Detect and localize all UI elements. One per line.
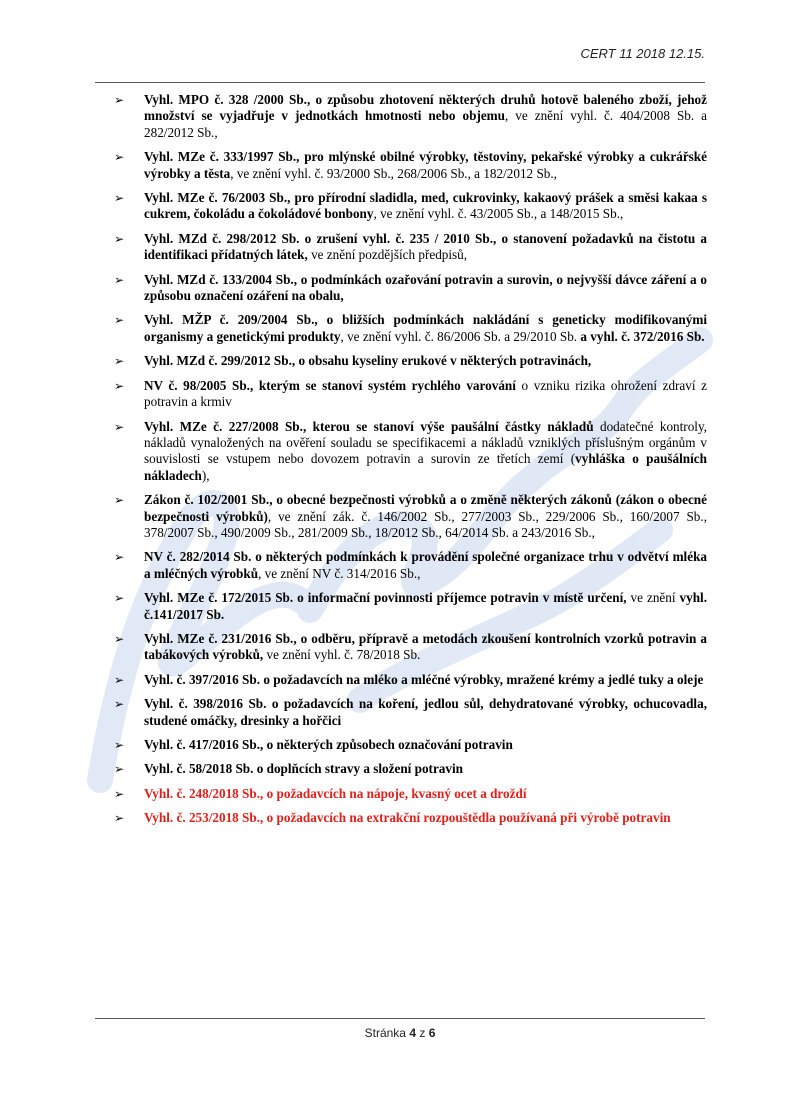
legislation-item xyxy=(110,672,707,688)
item-bold-text: Zákon č. 102/2001 Sb., o obecné bezpečnosti výrobků a o změně některých zákonů (zákon o obecné bezpečnosti výrobků) xyxy=(144,492,707,524)
item-bold-text: Vyhl. MZd č. 298/2012 Sb. o zrušení vyhl. č. 235 / 2010 Sb., o stanovení požadavků na čistotu a identifikaci přídatných látek, xyxy=(144,230,707,263)
item-bold-text: Vyhl. MŽP č. 209/2004 Sb., o bližších podmínkách nakládání s geneticky modifikovanými organismy a genetickými produkty xyxy=(144,312,707,344)
item-text: , ve znění vyhl. č. 43/2005 Sb., a 148/2015 Sb., xyxy=(373,206,624,222)
legislation-item xyxy=(110,590,707,623)
item-bold-text: NV č. 282/2014 Sb. o některých podmínkách k provádění společné organizace trhu v odvětví mléka a mléčných výrobků xyxy=(144,549,707,581)
item-bold-text: Vyhl. MZe č. 172/2015 Sb. o informační povinnosti příjemce potravin v místě určení, xyxy=(144,590,627,606)
page-label: Stránka xyxy=(364,1026,406,1040)
legislation-item xyxy=(110,492,707,541)
item-bold-text: Vyhl. MZe č. 333/1997 Sb., pro mlýnské obilné výrobky, těstoviny, pekařské výrobky a cukrářské výrobky a těsta xyxy=(144,149,707,181)
arrow-bullet-icon: ➢ xyxy=(114,191,125,206)
arrow-bullet-icon: ➢ xyxy=(114,150,125,165)
legislation-item xyxy=(110,312,707,345)
legislation-item xyxy=(110,231,707,264)
legislation-list xyxy=(110,92,707,835)
legislation-item xyxy=(110,786,707,802)
arrow-bullet-icon: ➢ xyxy=(114,93,125,107)
item-bold-text: Vyhl. č. 253/2018 Sb., o požadavcích na extrakční rozpouštědla používaná při výrobě potravin xyxy=(144,810,671,826)
item-bold-text: NV č. 98/2005 Sb., kterým se stanoví systém rychlého varování xyxy=(144,377,516,393)
legislation-item xyxy=(110,549,707,582)
item-text: , ve znění vyhl. č. 86/2006 Sb. a 29/2010 Sb. xyxy=(340,328,578,344)
page-of-label: z xyxy=(419,1026,426,1040)
arrow-bullet-icon: ➢ xyxy=(114,419,125,434)
arrow-bullet-icon: ➢ xyxy=(114,313,125,328)
item-text: , ve znění vyhl. č. 93/2000 Sb., 268/2006 Sb., a 182/2012 Sb., xyxy=(230,165,557,181)
arrow-bullet-icon: ➢ xyxy=(114,493,125,508)
arrow-bullet-icon: ➢ xyxy=(114,378,125,393)
item-text: , ve znění NV č. 314/2016 Sb., xyxy=(258,565,421,581)
legislation-item xyxy=(110,92,707,141)
legislation-item xyxy=(110,272,707,305)
legislation-item xyxy=(110,419,707,485)
page-number: 4 xyxy=(409,1026,416,1040)
item-bold-text: Vyhl. MZd č. 133/2004 Sb., o podmínkách ozařování potravin a surovin, o nejvyšší dávce záření a o způsobu označení ozáření na obalu, xyxy=(144,271,707,304)
item-bold-text: vyhl. č.141/2017 Sb. xyxy=(144,590,707,622)
item-bold-text: Vyhl. č. 248/2018 Sb., o požadavcích na nápoje, kvasný ocet a droždí xyxy=(144,785,527,801)
arrow-bullet-icon: ➢ xyxy=(114,550,125,565)
arrow-bullet-icon: ➢ xyxy=(114,762,125,777)
legislation-item xyxy=(110,761,707,777)
item-bold-text: Vyhl. MZe č. 76/2003 Sb., pro přírodní sladidla, med, cukrovinky, kakaový prášek a směsi kakaa s cukrem, čokoládu a čokoládové bonbony xyxy=(144,190,707,222)
item-text: ve znění pozdějších předpisů, xyxy=(307,247,468,263)
item-bold-text: Vyhl. č. 58/2018 Sb. o doplňcích stravy a složení potravin xyxy=(144,761,463,777)
arrow-bullet-icon: ➢ xyxy=(114,231,125,246)
item-bold-text: Vyhl. MPO č. 328 /2000 Sb., o způsobu zhotovení některých druhů hotově baleného zboží, jehož množství se vyjadřuje v jednotkách hmotnosti nebo objemu xyxy=(144,92,707,124)
arrow-bullet-icon: ➢ xyxy=(114,738,125,752)
item-bold-text: Vyhl. MZe č. 227/2008 Sb., kterou se stanoví výše paušální částky nákladů xyxy=(144,418,594,434)
item-bold-text: a vyhl. č. 372/2016 Sb. xyxy=(577,328,705,344)
arrow-bullet-icon: ➢ xyxy=(114,786,125,801)
item-bold-text: Vyhl. č. 398/2016 Sb. o požadavcích na koření, jedlou sůl, dehydratované výrobky, ochucovadla, studené omáčky, dresinky a hořčici xyxy=(144,696,707,728)
arrow-bullet-icon: ➢ xyxy=(114,697,125,712)
item-text: ), xyxy=(201,467,210,483)
document-reference: CERT 11 2018 12.15. xyxy=(580,46,705,61)
item-bold-text: Vyhl. č. 417/2016 Sb., o některých způsobech označování potravin xyxy=(144,737,513,752)
item-bold-text: Vyhl. č. 397/2016 Sb. o požadavcích na mléko a mléčné výrobky, mražené krémy a jedlé tuky a oleje xyxy=(144,671,704,687)
item-bold-text: Vyhl. MZd č. 299/2012 Sb., o obsahu kyseliny erukové v některých potravinách, xyxy=(144,353,592,369)
item-bold-text: vyhláška o paušálních nákladech xyxy=(144,451,707,483)
legislation-item xyxy=(110,190,707,223)
item-bold-text: Vyhl. MZe č. 231/2016 Sb., o odběru, přípravě a metodách zkoušení kontrolních vzorků potravin a tabákových výrobků, xyxy=(144,630,707,663)
legislation-item xyxy=(110,696,707,729)
page-total: 6 xyxy=(428,1026,436,1040)
header-rule xyxy=(95,82,705,83)
page-footer xyxy=(0,1026,800,1040)
item-text: ve znění vyhl. č. 78/2018 Sb. xyxy=(263,647,421,663)
legislation-item xyxy=(110,737,707,753)
item-text: dodatečné kontroly, nákladů vynaložených na ověření souladu se specifikacemi a nákladů vzniklých příslušným orgánům v souvislosti se vstupem nebo dovozem potravin a surovin ze třetích zemí ( xyxy=(144,418,707,467)
legislation-item xyxy=(110,353,707,369)
arrow-bullet-icon: ➢ xyxy=(114,272,125,287)
footer-rule xyxy=(95,1018,705,1019)
item-text: , ve znění zák. č. 146/2002 Sb., 277/2003 Sb., 229/2006 Sb., 160/2007 Sb., 378/2007 Sb., 490/2009 Sb., 281/2009 Sb., 18/2012 Sb., 64/2014 Sb. a 243/2016 Sb., xyxy=(144,508,707,540)
legislation-item xyxy=(110,631,707,664)
item-text: o vzniku rizika ohrožení zdraví z potravin a krmiv xyxy=(144,377,708,410)
arrow-bullet-icon: ➢ xyxy=(114,354,125,369)
arrow-bullet-icon: ➢ xyxy=(114,811,125,826)
arrow-bullet-icon: ➢ xyxy=(114,631,125,646)
legislation-item xyxy=(110,378,707,411)
arrow-bullet-icon: ➢ xyxy=(114,672,125,687)
arrow-bullet-icon: ➢ xyxy=(114,591,125,606)
legislation-item xyxy=(110,810,707,826)
legislation-item xyxy=(110,149,707,182)
item-text: ve znění xyxy=(626,590,680,606)
item-text: , ve znění vyhl. č. 404/2008 Sb. a 282/2012 Sb., xyxy=(144,108,708,140)
